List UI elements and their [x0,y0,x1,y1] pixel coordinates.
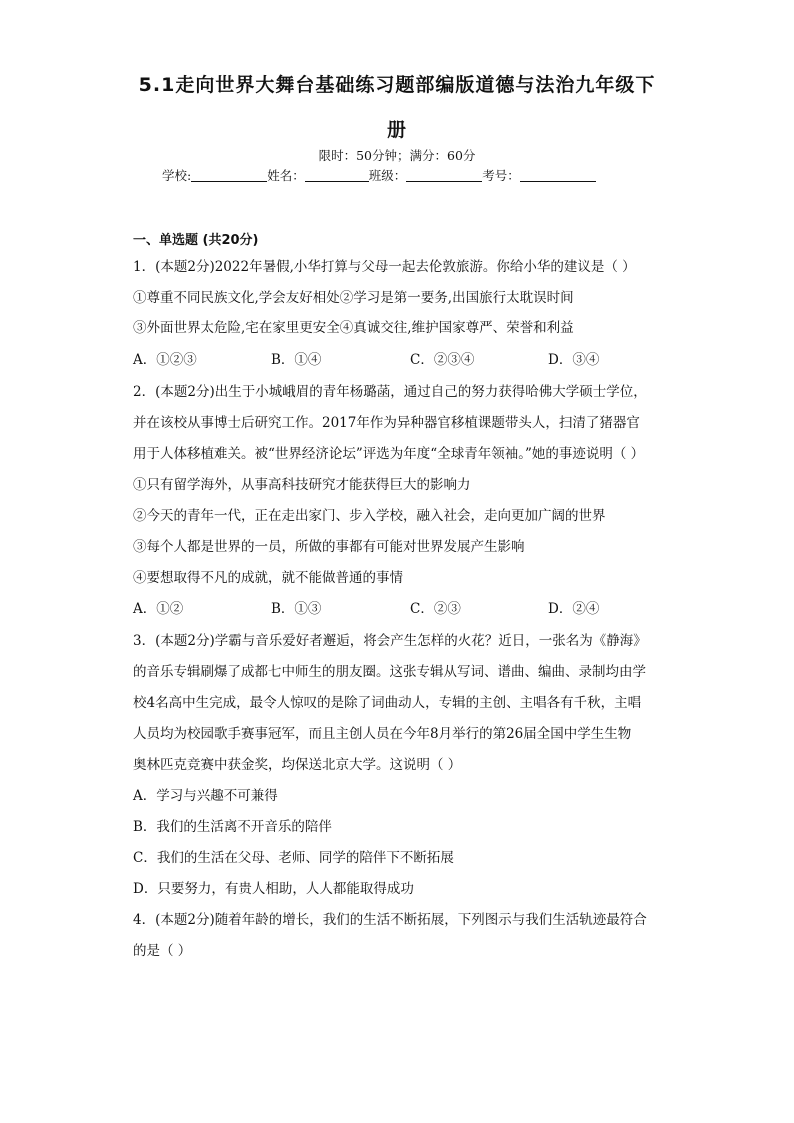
student-info-row [162,166,596,184]
q2-statement-3: ③每个人都是世界的一员，所做的事都有可能对世界发展产生影响 [133,539,525,555]
q2-option-a[interactable]: A．①② [133,601,184,617]
q1-stem: 1．(本题2分)2022年暑假,小华打算与父母一起去伦敦旅游。你给小华的建议是（ ） [133,259,636,275]
q3-option-d[interactable]: D．只要努力，有贵人相助，人人都能取得成功 [133,881,414,897]
q2-stem-line1: 2．(本题2分)出生于小城峨眉的青年杨璐菡，通过自己的努力获得哈佛大学硕士学位， [133,384,647,400]
q3-option-c[interactable]: C．我们的生活在父母、老师、同学的陪伴下不断拓展 [133,850,454,866]
class-label: 班级： [368,168,407,183]
q2-statement-2: ②今天的青年一代，正在走出家门、步入学校，融入社会，走向更加广阔的世界 [133,508,606,524]
section-heading: 一、单选题 (共20分) [133,233,259,248]
q1-option-b[interactable]: B．①④ [271,352,322,368]
exam-limits: 限时：50分钟；满分：60分 [318,148,476,163]
q4-stem-line1: 4．(本题2分)随着年龄的增长，我们的生活不断拓展，下列图示与我们生活轨迹最符合 [133,912,647,928]
q2-option-c[interactable]: C．②③ [410,601,461,617]
class-blank[interactable] [406,168,482,182]
school-blank[interactable] [191,168,267,182]
q1-statements-2: ③外面世界太危险,宅在家里更安全④真诚交往,维护国家尊严、荣誉和利益 [133,320,574,336]
q3-stem-line3: 校4名高中生完成，最令人惊叹的是除了词曲动人，专辑的主创、主唱各有千秋，主唱 [133,695,642,711]
q1-option-c[interactable]: C．②③④ [410,352,475,368]
q2-option-d[interactable]: D．②④ [548,601,600,617]
name-blank[interactable] [305,168,369,182]
q3-stem-line5: 奥林匹克竞赛中获金奖，均保送北京大学。这说明（ ） [133,757,462,773]
q4-stem-line2: 的是（ ） [133,943,192,959]
q1-option-a[interactable]: A．①②③ [133,352,197,368]
q2-stem-line2: 并在该校从事博士后研究工作。2017年作为异种器官移植课题带头人，扫清了猪器官 [133,415,640,431]
q3-option-b[interactable]: B．我们的生活离不开音乐的陪伴 [133,819,332,835]
number-label: 考号： [482,168,520,183]
exam-title-continued: 册 [386,119,407,141]
school-label: 学校: [162,168,192,183]
exam-title: 5.1走向世界大舞台基础练习题部编版道德与法治九年级下 [138,74,656,96]
q3-stem-line1: 3．(本题2分)学霸与音乐爱好者邂逅，将会产生怎样的火花？近日，一张名为《静海》 [133,633,647,649]
q2-statement-1: ①只有留学海外，从事高科技研究才能获得巨大的影响力 [133,477,471,493]
q1-option-d[interactable]: D．③④ [548,352,600,368]
q1-statements-1: ①尊重不同民族文化,学会友好相处②学习是第一要务,出国旅行太耽误时间 [133,290,574,306]
q2-stem-line3: 用于人体移植难关。被“世界经济论坛”评选为年度“全球青年领袖。”她的事迹说明（ ） [133,446,645,462]
q3-stem-line4: 人员均为校园歌手赛事冠军，而且主创人员在今年8月举行的第26届全国中学生生物 [133,726,632,742]
q2-option-b[interactable]: B．①③ [271,601,322,617]
q2-statement-4: ④要想取得不凡的成就，就不能做普通的事情 [133,570,403,586]
number-blank[interactable] [520,168,596,182]
q3-option-a[interactable]: A．学习与兴趣不可兼得 [133,788,278,804]
q3-stem-line2: 的音乐专辑刷爆了成都七中师生的朋友圈。这张专辑从写词、谱曲、编曲、录制均由学 [133,664,646,680]
name-label: 姓名： [267,168,305,183]
